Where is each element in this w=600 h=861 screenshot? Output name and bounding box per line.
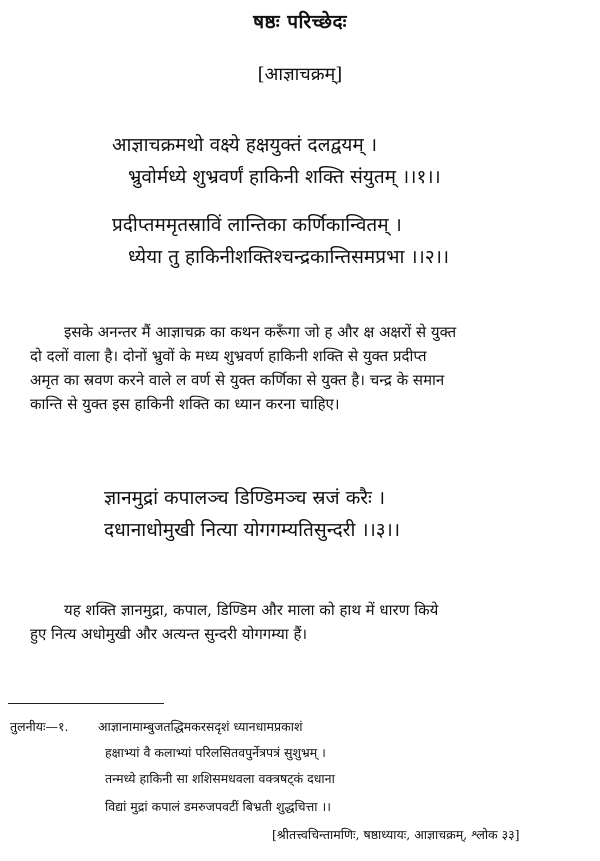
commentary-line: इसके अनन्तर मैं आज्ञाचक्र का कथन करूँगा जो ह और क्ष अक्षरों से युक्त: [64, 323, 457, 341]
footnote-label: तुलनीयः—१.: [10, 719, 69, 734]
section-subheading: [आज्ञाचक्रम्]: [257, 64, 343, 85]
commentary-paragraph-1: [30, 320, 582, 416]
verses-block-1: [112, 130, 582, 194]
verses-block-3: [104, 483, 574, 547]
footnote-line: विद्यां मुद्रां कपालं डमरुजपवटीं बिभ्रती शुद्धचित्ता ।।: [105, 799, 331, 814]
footnote-line: तन्मध्ये हाकिनी सा शशिसमधवला वक्त्रषट्कं दधाना: [105, 771, 335, 786]
verse-line: ज्ञानमुद्रां कपालञ्च डिण्डिमञ्च स्रजं करैः ।: [104, 487, 386, 509]
footnote-line: हक्षाभ्यां वै कलाभ्यां परिलसितवपुर्नेत्रपत्रं सुशुभ्रम् ।: [105, 745, 326, 760]
commentary-line: दो दलों वाला है। दोनों भ्रुवों के मध्य शुभ्रवर्ण हाकिनी शक्ति से युक्त प्रदीप्त: [30, 347, 427, 365]
footnote-divider: [8, 703, 164, 704]
commentary-line: अमृत का स्रवण करने वाले ल वर्ण से युक्त कर्णिका से युक्त है। चन्द्र के समान: [30, 371, 445, 389]
commentary-paragraph-2: [30, 598, 582, 646]
verse-line: ध्येया तु हाकिनीशक्तिश्चन्द्रकान्तिसमप्रभा ।।२।।: [128, 246, 450, 268]
footnote-line: आज्ञानामाम्बुजतद्धिमकरसदृशं ध्यानधामप्रकाशं: [98, 719, 303, 734]
verses-block-2: [112, 210, 582, 274]
verse-line: आज्ञाचक्रमथो वक्ष्ये हक्षयुक्तं दलद्वयम् ।: [112, 134, 378, 156]
commentary-line: कान्ति से युक्त इस हाकिनी शक्ति का ध्यान करना चाहिए।: [30, 395, 340, 413]
footnote-source: [श्रीतत्त्वचिन्तामणिः, षष्ठाध्यायः, आज्ञाचक्रम्, श्लोक ३३]: [272, 827, 520, 842]
verse-line: प्रदीप्तममृतस्राविं लान्तिका कर्णिकान्वितम् ।: [112, 214, 402, 236]
verse-line: दधानाधोमुखी नित्या योगगम्यतिसुन्दरी ।।३।।: [104, 519, 401, 541]
commentary-line: यह शक्ति ज्ञानमुद्रा, कपाल, डिण्डिम और माला को हाथ में धारण किये: [64, 601, 439, 619]
commentary-line: हुए नित्य अधोमुखी और अत्यन्त सुन्दरी योगगम्या हैं।: [30, 625, 308, 643]
verse-line: भ्रुवोर्मध्ये शुभ्रवर्णं हाकिनी शक्ति संयुतम् ।।१।।: [128, 166, 441, 188]
chapter-heading: षष्ठः परिच्छेदः: [253, 11, 347, 33]
